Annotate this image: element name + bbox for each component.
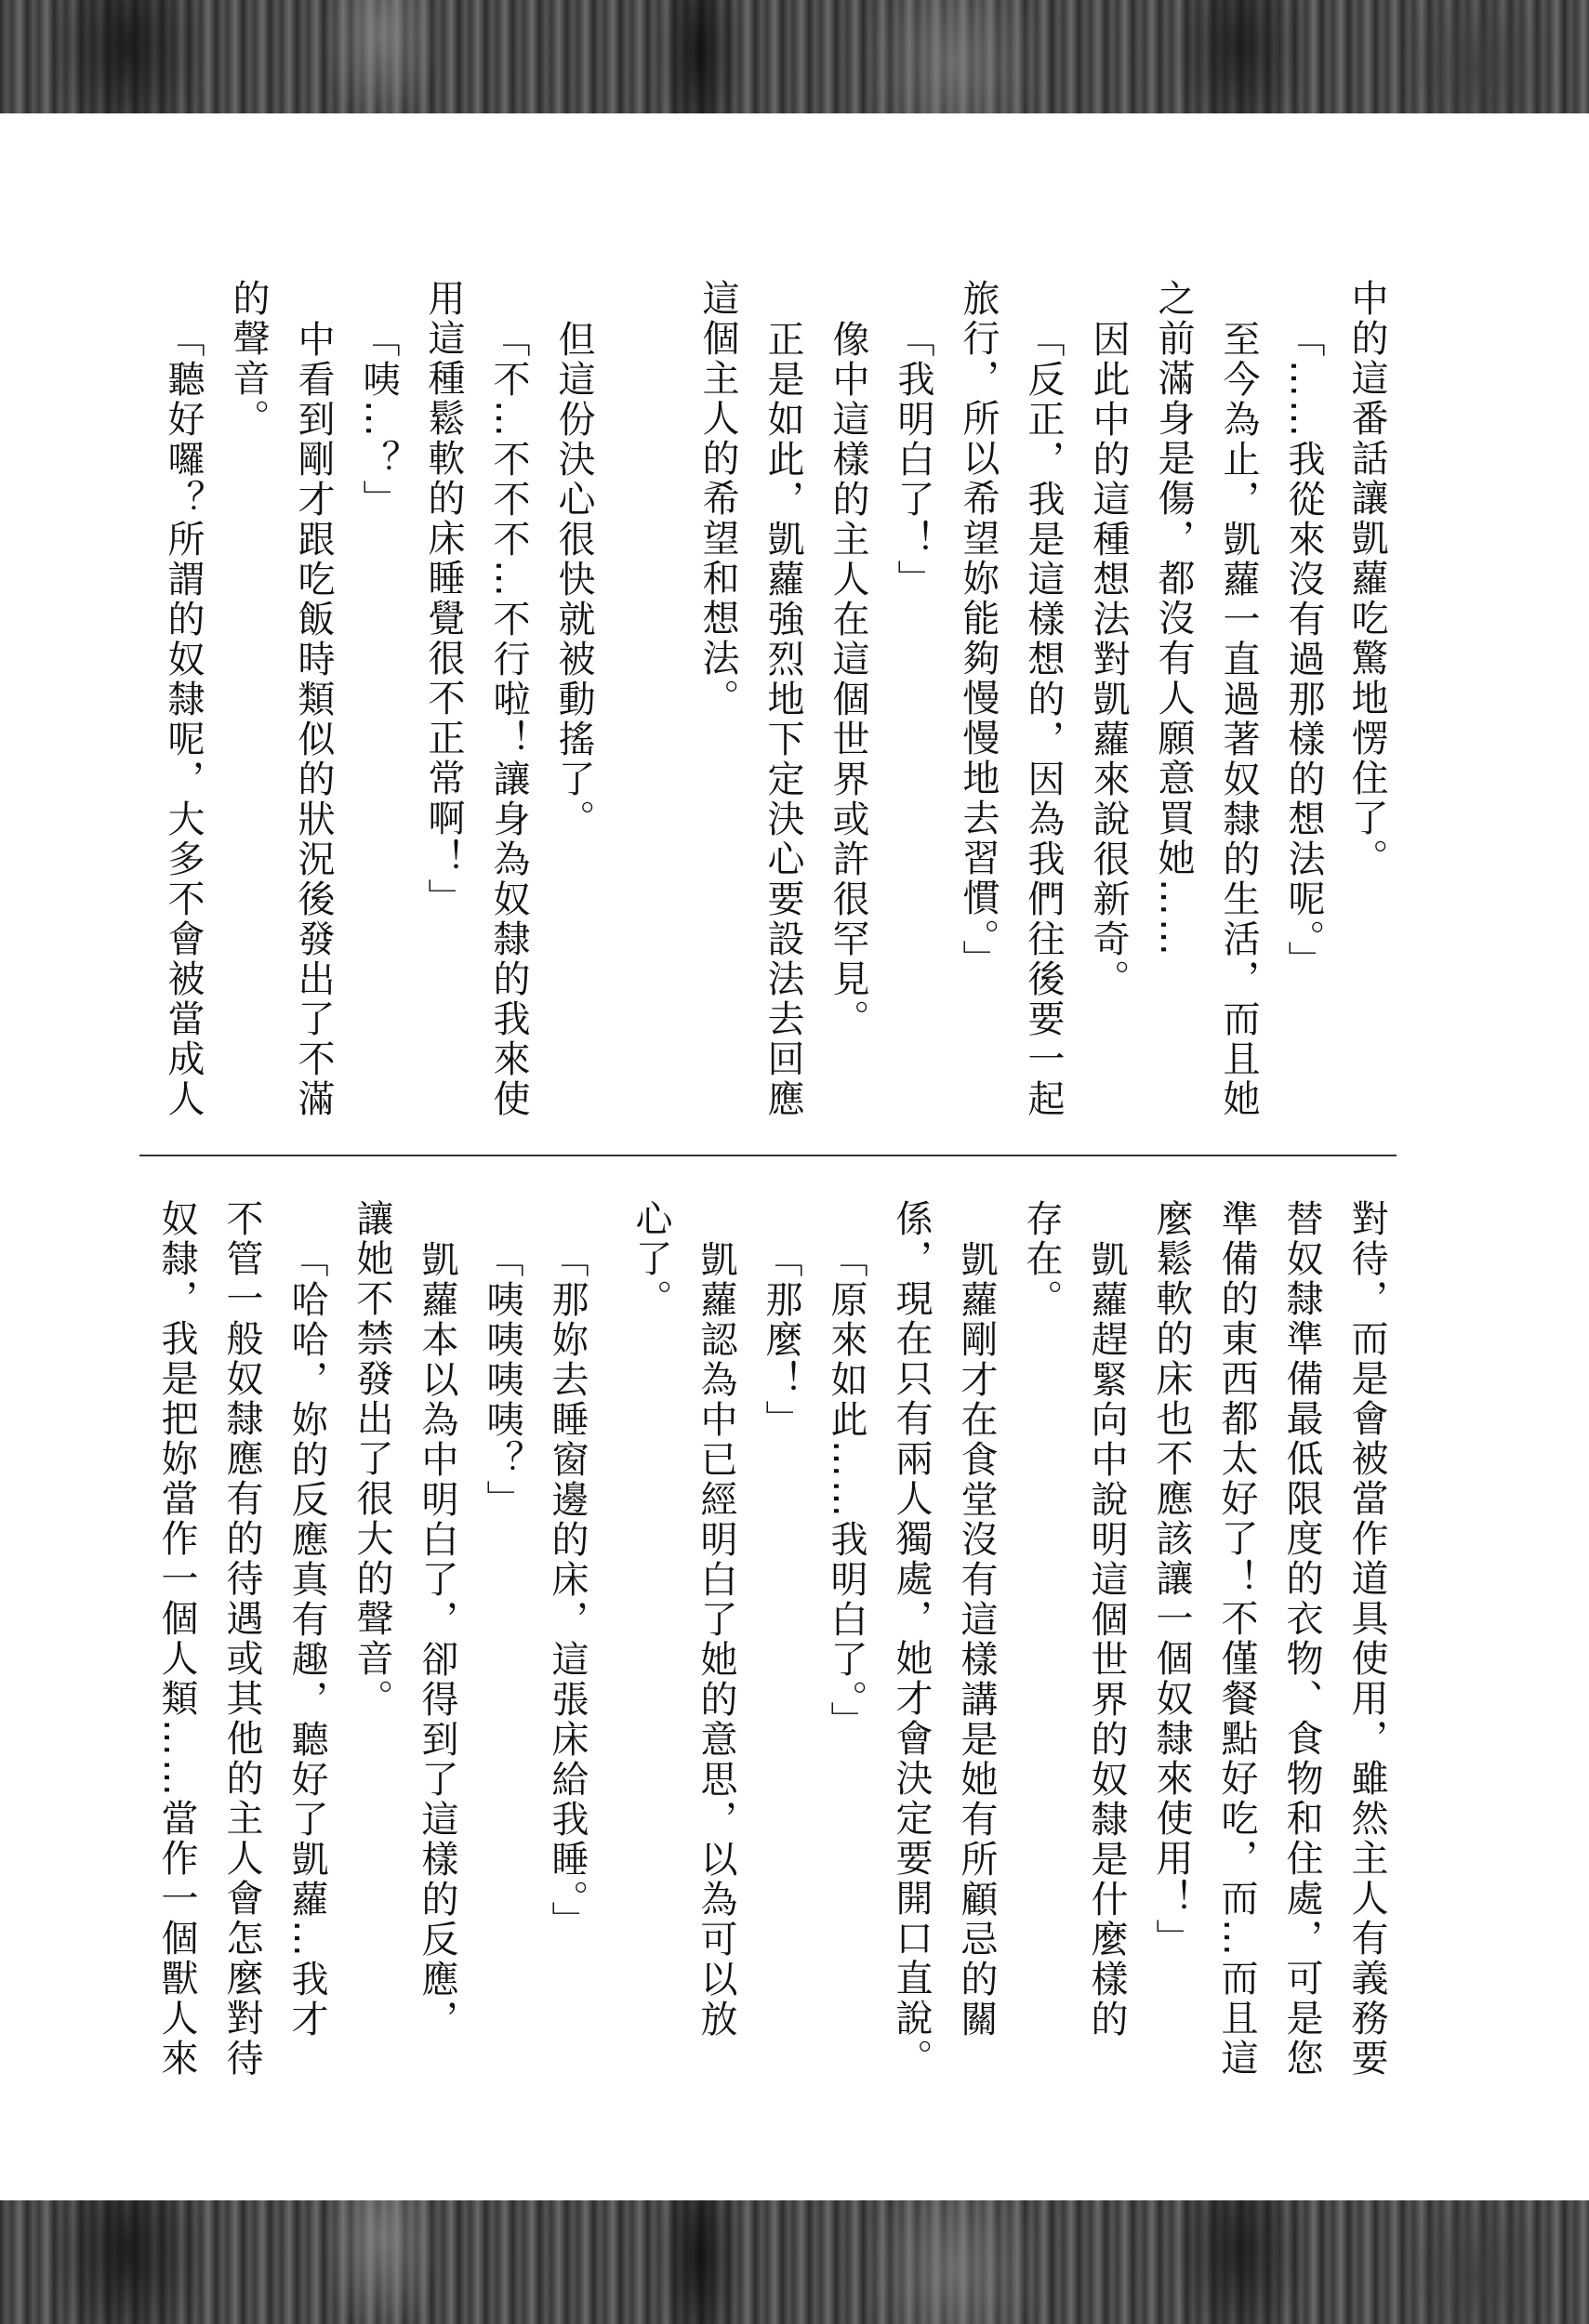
text-column: 「我明白了！」 <box>892 320 934 600</box>
section-divider <box>139 1155 1397 1156</box>
text-column: 用這種鬆軟的床睡覺很不正常啊！」 <box>422 279 465 918</box>
text-column: 「……我從來沒有過那樣的想法呢。」 <box>1282 320 1325 981</box>
text-column: 這個主人的希望和想法。 <box>696 279 739 719</box>
text-column: 之前滿身是傷，都沒有人願意買她…… <box>1152 279 1195 958</box>
text-column: 替奴隸準備最低限度的衣物、食物和住處，可是您 <box>1280 1199 1323 2079</box>
text-column: 心了。 <box>629 1199 672 1319</box>
text-column: 係，現在只有兩人獨處，她才會決定要開口直說。 <box>890 1199 933 2079</box>
text-column: 「哈哈，妳的反應真有趣，聽好了凱蘿…我才 <box>285 1240 328 2040</box>
text-column: 凱蘿本以為中明白了，卻得到了這樣的反應， <box>416 1240 458 2040</box>
text-column: 「咦…？」 <box>357 320 400 520</box>
text-column: 凱蘿剛才在食堂沒有這樣講是她有所顧忌的關 <box>955 1240 998 2040</box>
text-column: 「不…不不不…不行啦！讓身為奴隸的我來使 <box>487 320 530 1119</box>
text-column: 旅行，所以希望妳能夠慢慢地去習慣。」 <box>957 279 1000 980</box>
text-column: 存在。 <box>1020 1199 1063 1319</box>
text-column: 對待，而是會被當作道具使用，雖然主人有義務要 <box>1345 1199 1388 2079</box>
text-column: 「咦咦咦咦？」 <box>481 1240 523 1520</box>
text-column: 像中這樣的主人在這個世界或許很罕見。 <box>827 320 869 1039</box>
text-column: 正是如此，凱蘿強烈地下定決心要設法去回應 <box>761 320 804 1119</box>
text-column: 中的這番話讓凱蘿吃驚地愣住了。 <box>1345 279 1388 878</box>
text-column: 奴隸，我是把妳當作一個人類……當作一個獸人來 <box>155 1199 198 2079</box>
text-column: 至今為止，凱蘿一直過著奴隸的生活，而且她 <box>1217 320 1260 1119</box>
text-column: 不管一般奴隸應有的待遇或其他的主人會怎麼對待 <box>220 1199 263 2079</box>
text-column: 麼鬆軟的床也不應該讓一個奴隸來使用！」 <box>1150 1199 1193 1959</box>
text-column: 「聽好囉？所謂的奴隸呢，大多不會被當成人 <box>162 320 205 1119</box>
top-cloud-border <box>0 0 1589 113</box>
text-column: 讓她不禁發出了很大的聲音。 <box>351 1199 393 1719</box>
text-column: 準備的東西都太好了！不僅餐點好吃，而…而且這 <box>1215 1199 1258 2079</box>
text-column: 「那妳去睡窗邊的床，這張床給我睡。」 <box>546 1240 589 1941</box>
bottom-cloud-border <box>0 2200 1589 2324</box>
text-column: 「反正，我是這樣想的，因為我們往後要一起 <box>1022 320 1065 1119</box>
text-column: 「那麼！」 <box>760 1240 802 1440</box>
text-column: 凱蘿認為中已經明白了她的意思，以為可以放 <box>695 1240 737 2040</box>
text-column: 「原來如此……我明白了。」 <box>825 1240 867 1741</box>
text-column: 中看到剛才跟吃飯時類似的狀況後發出了不滿 <box>292 320 335 1119</box>
text-column: 因此中的這種想法對凱蘿來說很新奇。 <box>1087 320 1130 999</box>
text-column: 的聲音。 <box>227 279 270 439</box>
text-column: 但這份決心很快就被動搖了。 <box>552 320 595 839</box>
text-column: 凱蘿趕緊向中說明這個世界的奴隸是什麼樣的 <box>1085 1240 1128 2040</box>
